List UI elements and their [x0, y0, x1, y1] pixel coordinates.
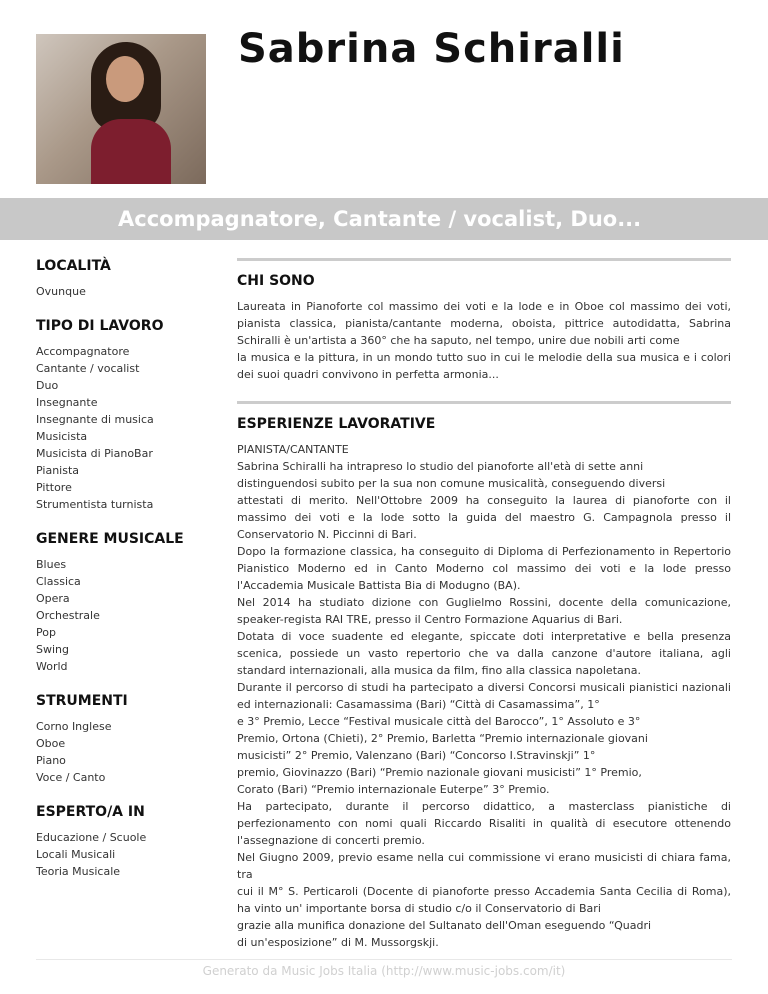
list-item: Classica — [36, 575, 81, 588]
sidebar-heading: TIPO DI LAVORO — [36, 318, 164, 334]
section-divider — [237, 401, 731, 404]
sidebar — [36, 258, 216, 898]
text-line: cui il M° S. Perticaroli (Docente di pianoforte presso Accademia Santa Cecilia di Roma), ha vinto un' importante borsa di studio c/o il Conservatorio di Bari — [237, 885, 731, 915]
list-item: Insegnante — [36, 396, 98, 409]
text-line: Premio, Ortona (Chieti), 2° Premio, Barletta “Premio internazionale giovani — [237, 732, 648, 745]
headline-banner: Accompagnatore, Cantante / vocalist, Duo... — [0, 198, 768, 240]
list-item: Blues — [36, 558, 67, 571]
list-item: Cantante / vocalist — [36, 362, 140, 375]
list-item: Insegnante di musica — [36, 413, 154, 426]
text-line: Dopo la formazione classica, ha conseguito di Diploma di Perfezionamento in Repertorio Pianistico Moderno ed in Canto Moderno col massimo dei voti e la lode presso l'Accademia Musicale Battista Bia di Modugno (BA). — [237, 545, 731, 592]
text-line: musicisti” 2° Premio, Valenzano (Bari) “Concorso I.Stravinskji” 1° — [237, 749, 596, 762]
profile-name: Sabrina Schiralli — [238, 26, 625, 72]
text-line: grazie alla munifica donazione del Sultanato dell'Oman eseguendo “Quadri — [237, 919, 652, 932]
list-item: Swing — [36, 643, 69, 656]
section-localita — [36, 258, 216, 300]
text-line: Sabrina Schiralli ha intrapreso lo studio del pianoforte all'età di sette anni — [237, 460, 644, 473]
list-item: Voce / Canto — [36, 771, 106, 784]
chi-sono-heading: CHI SONO — [237, 273, 315, 289]
text-line: Dotata di voce suadente ed elegante, spiccate doti interpretative e bella presenza scenica, possiede un vasto repertorio che va dalla canzone d'autore italiana, agli standard internazionali, alla musica da film, fino alla classica napoletana. — [237, 630, 731, 677]
list-item: Pianista — [36, 464, 80, 477]
text-line: Laureata in Pianoforte col massimo dei voti e la lode e in Oboe col massimo dei voti, pianista classica, pianista/cantante moderna, oboista, pittrice autodidatta, Sabrina Schiralli è un'artista a 360° che ha saputo, nel tempo, unire due nobili arti come — [237, 300, 731, 347]
section-divider — [237, 258, 731, 261]
list-item: Musicista — [36, 430, 88, 443]
list-item: Educazione / Scuole — [36, 831, 147, 844]
sidebar-list — [36, 556, 216, 675]
list-item: Duo — [36, 379, 59, 392]
list-item: Accompagnatore — [36, 345, 130, 358]
text-line: Corato (Bari) “Premio internazionale Euterpe” 3° Premio. — [237, 783, 550, 796]
list-item: Opera — [36, 592, 70, 605]
list-item: Corno Inglese — [36, 720, 112, 733]
text-line: Durante il percorso di studi ha partecipato a diversi Concorsi musicali pianistici nazionali ed internazionali: Casamassima (Bari) “Città di Casamassima”, 1° — [237, 681, 731, 711]
sidebar-list — [36, 829, 216, 880]
section-genere-musicale — [36, 531, 216, 675]
list-item: Orchestrale — [36, 609, 100, 622]
text-line: e 3° Premio, Lecce “Festival musicale città del Barocco”, 1° Assoluto e 3° — [237, 715, 641, 728]
esperienze-text — [237, 441, 731, 951]
list-item: Locali Musicali — [36, 848, 116, 861]
main-content — [237, 258, 731, 951]
sidebar-heading: GENERE MUSICALE — [36, 531, 184, 547]
sidebar-list — [36, 343, 216, 513]
list-item: Teoria Musicale — [36, 865, 121, 878]
list-item: Musicista di PianoBar — [36, 447, 153, 460]
list-item: World — [36, 660, 68, 673]
text-line: premio, Giovinazzo (Bari) “Premio nazionale giovani musicisti” 1° Premio, — [237, 766, 642, 779]
footer-credit: Generato da Music Jobs Italia (http://www.music-jobs.com/it) — [202, 964, 566, 978]
text-line: PIANISTA/CANTANTE — [237, 443, 349, 456]
section-esperto — [36, 804, 216, 880]
chi-sono-text — [237, 298, 731, 383]
list-item: Piano — [36, 754, 66, 767]
photo-dress — [91, 119, 171, 184]
list-item: Ovunque — [36, 285, 86, 298]
sidebar-heading: ESPERTO/A IN — [36, 804, 145, 820]
list-item: Pop — [36, 626, 56, 639]
photo-face — [106, 56, 144, 102]
sidebar-list — [36, 718, 216, 786]
text-line: Nel Giugno 2009, previo esame nella cui commissione vi erano musicisti di chiara fama, tra — [237, 851, 731, 881]
list-item: Strumentista turnista — [36, 498, 154, 511]
section-strumenti — [36, 693, 216, 786]
footer-divider — [36, 959, 732, 960]
text-line: Ha partecipato, durante il percorso didattico, a masterclass pianistiche di perfezionamento con nomi quali Riccardo Risaliti in qualità di esecutore ottenendo l'assegnazione di concerti premio. — [237, 800, 731, 847]
esperienze-heading: ESPERIENZE LAVORATIVE — [237, 416, 436, 432]
profile-photo — [36, 34, 206, 184]
text-line: la musica e la pittura, in un mondo tutto suo in cui le melodie della sua musica e i colori dei suoi quadri convivono in perfetta armonia... — [237, 351, 731, 381]
list-item: Oboe — [36, 737, 66, 750]
text-line: di un'esposizione” di M. Mussorgskji. — [237, 936, 439, 949]
section-tipo-lavoro — [36, 318, 216, 513]
sidebar-heading: LOCALITÀ — [36, 258, 111, 274]
sidebar-list — [36, 283, 216, 300]
text-line: Nel 2014 ha studiato dizione con Guglielmo Rossini, docente della comunicazione, speaker-regista RAI TRE, presso il Centro Formazione Aquarius di Bari. — [237, 596, 731, 626]
text-line: attestati di merito. Nell'Ottobre 2009 ha conseguito la laurea di pianoforte con il massimo dei voti e la lode sotto la guida del maestro G. Campagnola presso il Conservatorio N. Piccinni di Bari. — [237, 494, 731, 541]
list-item: Pittore — [36, 481, 72, 494]
text-line: distinguendosi subito per la sua non comune musicalità, conseguendo diversi — [237, 477, 666, 490]
sidebar-heading: STRUMENTI — [36, 693, 128, 709]
